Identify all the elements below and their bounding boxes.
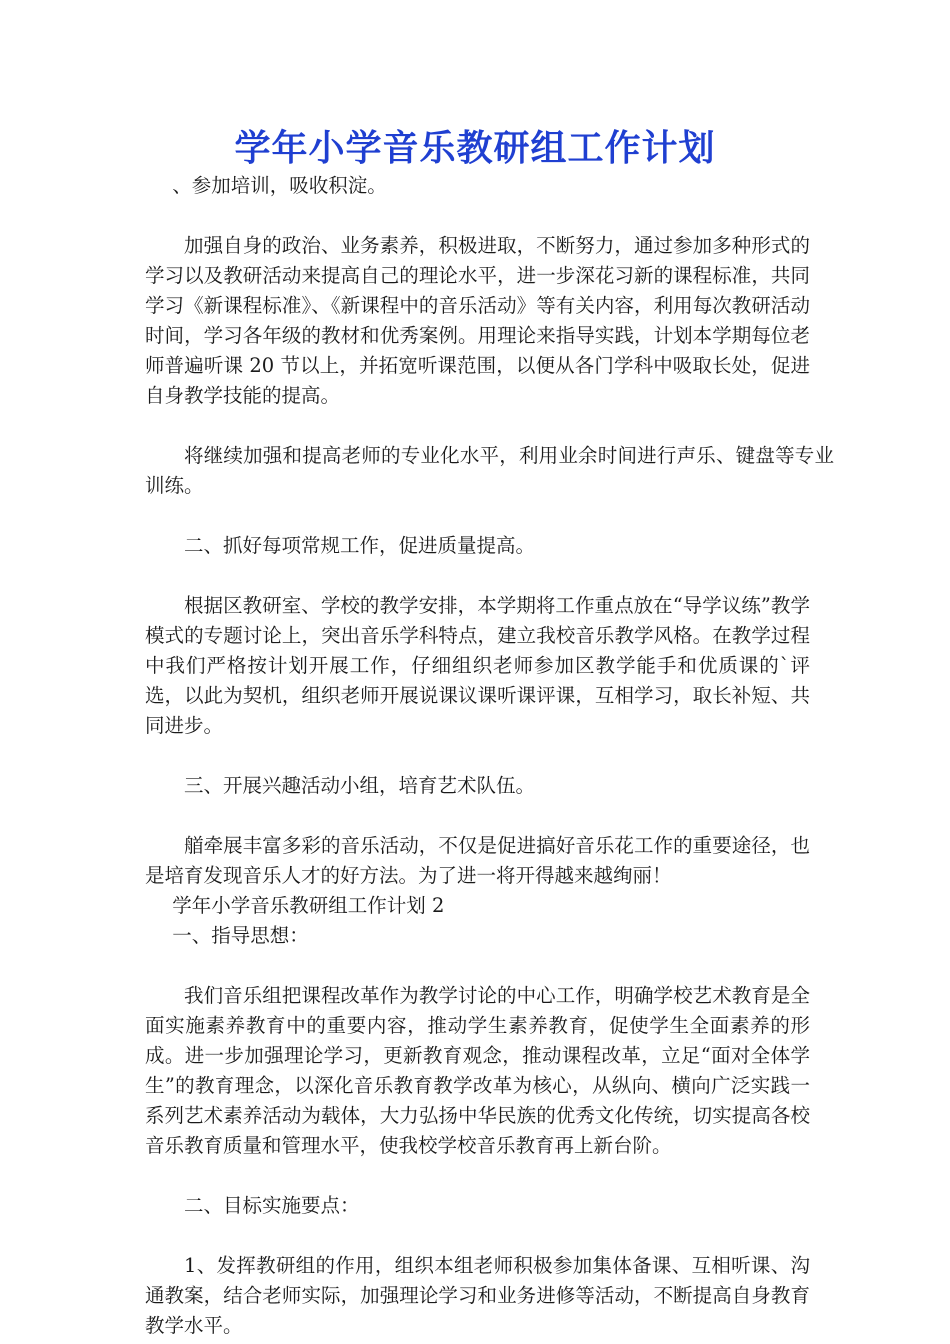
heading-guiding-ideology: 一、指导思想： <box>172 924 309 947</box>
heading-routine-work: 二、抓好每项常规工作，促进质量提高。 <box>184 534 536 557</box>
section-title-plan-2: 学年小学音乐教研组工作计划 2 <box>172 894 445 917</box>
paragraph-curriculum-reform: 我们音乐组把课程改革作为教学讨论的中心工作，明确学校艺术教育是全面实施素养教育中的重要内容，推动学生素养教育，促使学生全面素养的形成。进一步加强理论学习，更新教育观念，推动课程改革，立足“面对全体学生”的教育理念，以深化音乐教育教学改革为核心，从纵向、横向广泛实践一系列艺术素养活动为载体，大力弘扬中华民族的优秀文化传统，切实提高各校音乐教育质量和管理水平，使我校学校音乐教育再上新台阶。 <box>145 984 810 1157</box>
heading-implementation-points: 二、目标实施要点： <box>184 1194 360 1217</box>
paragraph-professional-training: 将继续加强和提高老师的专业化水平，利用业余时间进行声乐、键盘等专业训练。 <box>145 444 834 497</box>
paragraph-music-activities: 艏牵展丰富多彩的音乐活动，不仅是促进搞好音乐花工作的重要途径，也是培育发现音乐人才的好方法。为了进一将开得越来越绚丽！ <box>145 834 810 887</box>
paragraph-research-group-role: 1、发挥教研组的作用，组织本组老师积极参加集体备课、互相听课、沟通教案，结合老师实际，加强理论学习和业务进修等活动，不断提高自身教育教学水平。 <box>145 1254 810 1337</box>
paragraph-training: 、参加培训，吸收积淀。 <box>172 174 387 197</box>
paragraph-teaching-arrangement: 根据区教研室、学校的教学安排，本学期将工作重点放在“导学议练”教学模式的专题讨论上，突出音乐学科特点，建立我校音乐教学风格。在教学过程中我们严格按计划开展工作，仔细组织老师参加区教学能手和优质课的`评选，以此为契机，组织老师开展说课议课听课评课，互相学习，取长补短、共同进步。 <box>145 594 810 737</box>
heading-interest-groups: 三、开展兴趣活动小组，培育艺术队伍。 <box>184 774 536 797</box>
paragraph-self-improvement: 加强自身的政治、业务素养，积极进取，不断努力，通过参加多种形式的学习以及教研活动来提高自己的理论水平，进一步深花习新的课程标准，共同学习《新课程标准》、《新课程中的音乐活动》等有关内容，利用每次教研活动时间，学习各年级的教材和优秀案例。用理论来指导实践，计划本学期每位老师普遍听课 20 节以上，并拓宽听课范围，以便从各门学科中吸取长处，促进自身教学技能的提高。 <box>145 234 810 407</box>
document-title: 学年小学音乐教研组工作计划 <box>234 127 716 169</box>
document-body <box>145 171 834 1341</box>
